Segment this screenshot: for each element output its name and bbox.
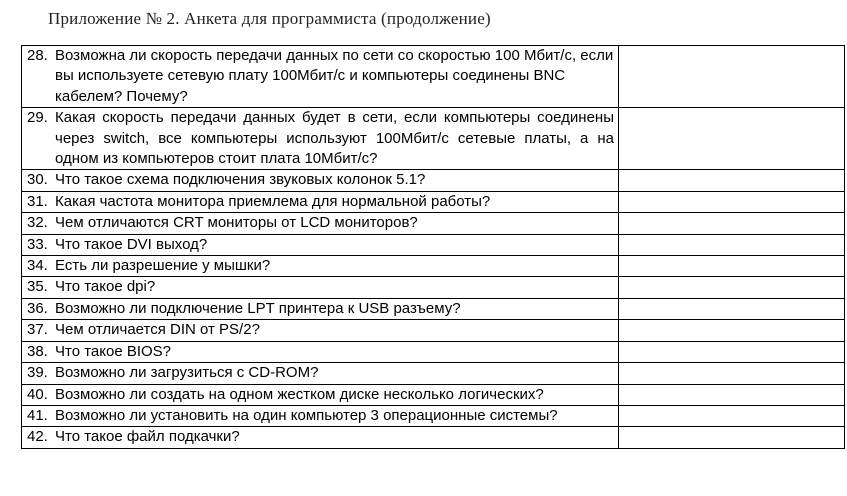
question-text: Какая частота монитора приемлема для нормальной работы? <box>55 192 491 210</box>
question-cell <box>22 234 619 255</box>
answer-cell[interactable] <box>619 384 845 405</box>
table-row <box>22 363 845 384</box>
question-cell <box>22 170 619 191</box>
question-number: 30. <box>27 171 48 189</box>
question-text: Возможно ли загрузиться с CD-ROM? <box>55 364 319 382</box>
question-number: 29. <box>27 109 48 127</box>
question-number: 41. <box>27 406 48 424</box>
question-cell <box>22 405 619 426</box>
answer-cell[interactable] <box>619 341 845 362</box>
question-text: Чем отличается DIN от PS/2? <box>55 321 260 339</box>
table-row <box>22 108 845 170</box>
table-row <box>22 427 845 448</box>
question-number: 33. <box>27 235 48 253</box>
table-row <box>22 384 845 405</box>
question-text: Что такое BIOS? <box>55 342 172 360</box>
question-cell <box>22 213 619 234</box>
question-number: 37. <box>27 321 48 339</box>
answer-cell[interactable] <box>619 405 845 426</box>
table-row <box>22 46 845 108</box>
question-number: 34. <box>27 257 48 275</box>
answer-cell[interactable] <box>619 363 845 384</box>
question-number: 32. <box>27 214 48 232</box>
answer-cell[interactable] <box>619 46 845 108</box>
question-cell <box>22 298 619 319</box>
answer-cell[interactable] <box>619 427 845 448</box>
question-number: 39. <box>27 364 48 382</box>
question-cell <box>22 277 619 298</box>
question-cell <box>22 108 619 170</box>
question-text: Что такое DVI выход? <box>55 235 208 253</box>
table-row <box>22 191 845 212</box>
question-text: Возможно ли установить на один компьютер 3 операционные системы? <box>55 406 558 424</box>
table-row <box>22 277 845 298</box>
table-row <box>22 405 845 426</box>
answer-cell[interactable] <box>619 213 845 234</box>
answer-cell[interactable] <box>619 256 845 277</box>
question-text: Что такое dpi? <box>55 278 156 296</box>
question-number: 36. <box>27 299 48 317</box>
question-cell <box>22 341 619 362</box>
question-cell <box>22 46 619 108</box>
question-text: Что такое файл подкачки? <box>55 428 240 446</box>
table-row <box>22 234 845 255</box>
answer-cell[interactable] <box>619 108 845 170</box>
table-row <box>22 320 845 341</box>
table-row <box>22 256 845 277</box>
question-text: Есть ли разрешение у мышки? <box>55 257 271 275</box>
question-cell <box>22 320 619 341</box>
question-cell <box>22 256 619 277</box>
question-cell <box>22 191 619 212</box>
question-number: 35. <box>27 278 48 296</box>
answer-cell[interactable] <box>619 298 845 319</box>
questionnaire-table <box>21 45 845 449</box>
answer-cell[interactable] <box>619 277 845 298</box>
table-row <box>22 341 845 362</box>
question-text: Чем отличаются CRT мониторы от LCD мониторов? <box>55 214 418 232</box>
answer-cell[interactable] <box>619 191 845 212</box>
question-text: Возможно ли создать на одном жестком диске несколько логических? <box>55 385 544 403</box>
question-number: 42. <box>27 428 48 446</box>
question-number: 28. <box>27 47 48 64</box>
question-text: Что такое схема подключения звуковых колонок 5.1? <box>55 171 426 189</box>
table-row <box>22 170 845 191</box>
question-cell <box>22 363 619 384</box>
question-text: Возможно ли подключение LPT принтера к USB разъему? <box>55 299 461 317</box>
page-title: Приложение № 2. Анкета для программиста (продолжение) <box>48 9 491 28</box>
question-number: 38. <box>27 342 48 360</box>
question-cell <box>22 427 619 448</box>
answer-cell[interactable] <box>619 234 845 255</box>
question-number: 31. <box>27 192 48 210</box>
answer-cell[interactable] <box>619 320 845 341</box>
table-row <box>22 213 845 234</box>
question-text: Возможна ли скорость передачи данных по сети со скоростью 100 Мбит/с, если вы используете сетевую плату 100Мбит/с и компьютеры соединены BNC кабелем? Почему? <box>55 47 614 105</box>
answer-cell[interactable] <box>619 170 845 191</box>
table-row <box>22 298 845 319</box>
question-text: Какая скорость передачи данных будет в сети, если компьютеры соединены через switch, все компьютеры используют 100Мбит/с сетевые платы, а на одном из компьютеров стоит плата 10Мбит/с? <box>55 109 614 168</box>
question-number: 40. <box>27 385 48 403</box>
question-cell <box>22 384 619 405</box>
